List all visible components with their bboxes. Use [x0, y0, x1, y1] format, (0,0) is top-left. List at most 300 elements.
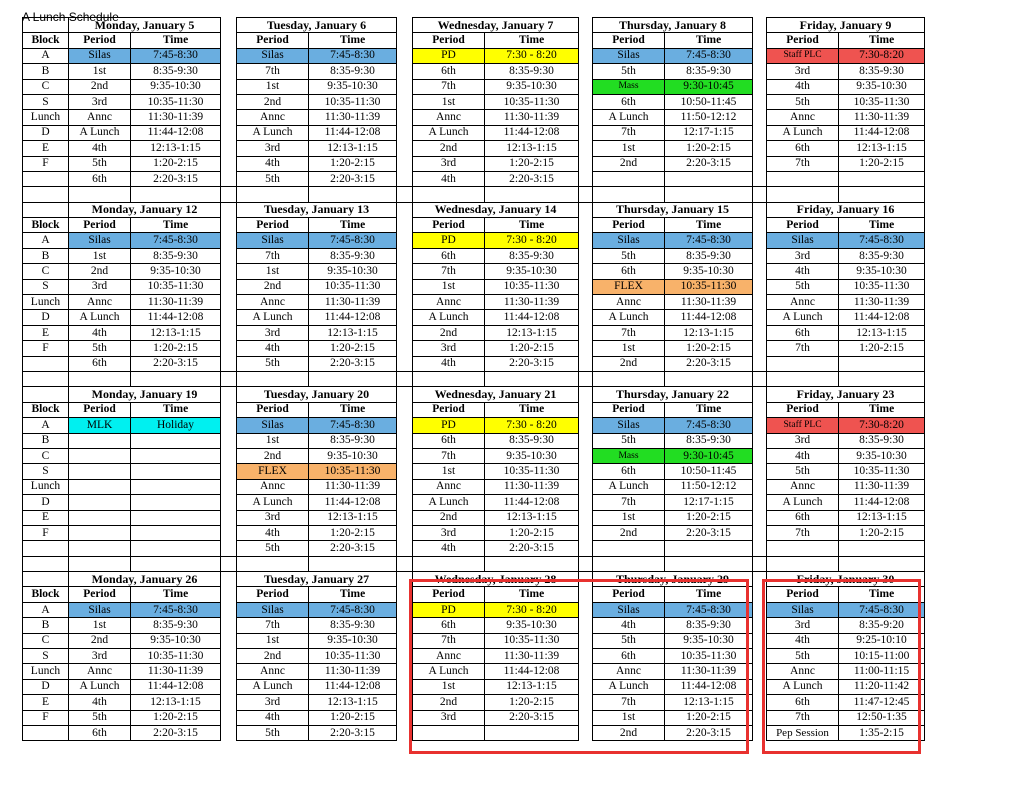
block-label: S: [23, 464, 69, 479]
period-cell: 4th: [237, 710, 309, 725]
column-gap: [221, 279, 237, 294]
column-gap: [397, 402, 413, 417]
period-cell: Annc: [593, 664, 665, 679]
empty-cell: [237, 556, 309, 571]
time-cell: 8:35-9:30: [665, 248, 753, 263]
period-cell: [593, 541, 665, 556]
period-header: Period: [413, 33, 485, 48]
period-cell: A Lunch: [767, 125, 839, 140]
period-cell: 4th: [237, 341, 309, 356]
empty-cell: [131, 371, 221, 386]
period-cell: PD: [413, 602, 485, 617]
column-gap: [579, 202, 593, 217]
period-cell: 7th: [593, 495, 665, 510]
table-row: [23, 233, 925, 248]
empty-cell: [753, 556, 767, 571]
time-cell: 11:30-11:39: [485, 110, 579, 125]
period-cell: 6th: [593, 264, 665, 279]
column-gap: [221, 218, 237, 233]
period-header: Period: [413, 402, 485, 417]
column-header-row: [23, 33, 925, 48]
period-cell: 3rd: [767, 618, 839, 633]
period-cell: 3rd: [767, 248, 839, 263]
time-cell: 2:20-3:15: [309, 356, 397, 371]
time-cell: 9:35-10:30: [839, 264, 925, 279]
block-label: B: [23, 64, 69, 79]
column-gap: [221, 418, 237, 433]
period-cell: 7th: [593, 695, 665, 710]
block-label: Lunch: [23, 295, 69, 310]
table-row: [23, 94, 925, 109]
period-cell: 2nd: [593, 156, 665, 171]
time-cell: [665, 541, 753, 556]
period-cell: Silas: [593, 418, 665, 433]
empty-cell: [131, 556, 221, 571]
block-label: D: [23, 679, 69, 694]
column-gap: [221, 141, 237, 156]
block-label: Lunch: [23, 479, 69, 494]
column-gap: [221, 479, 237, 494]
time-cell: 11:30-11:39: [309, 295, 397, 310]
time-cell: 10:35-11:30: [309, 94, 397, 109]
period-cell: A Lunch: [413, 495, 485, 510]
time-cell: 10:35-11:30: [309, 649, 397, 664]
column-gap: [579, 341, 593, 356]
column-gap: [397, 279, 413, 294]
table-row: [23, 541, 925, 556]
column-gap: [579, 110, 593, 125]
period-cell: 4th: [69, 141, 131, 156]
period-cell: 2nd: [237, 279, 309, 294]
time-cell: 2:20-3:15: [665, 725, 753, 740]
time-cell: 9:25-10:10: [839, 633, 925, 648]
time-cell: 8:35-9:30: [665, 64, 753, 79]
lunch-schedule-table: [22, 17, 925, 741]
empty-cell: [221, 371, 237, 386]
time-cell: 11:44-12:08: [665, 679, 753, 694]
day-heading: Monday, January 19: [69, 387, 221, 402]
period-cell: 1st: [593, 510, 665, 525]
time-cell: 12:13-1:15: [485, 510, 579, 525]
column-gap: [397, 33, 413, 48]
day-heading: Thursday, January 29: [593, 572, 753, 587]
block-header: Block: [23, 402, 69, 417]
column-gap: [753, 233, 767, 248]
table-row: [23, 679, 925, 694]
table-row: [23, 156, 925, 171]
time-cell: 1:20-2:15: [131, 710, 221, 725]
block-label: Lunch: [23, 664, 69, 679]
time-cell: 9:35-10:30: [665, 264, 753, 279]
time-cell: 10:50-11:45: [665, 464, 753, 479]
time-cell: 8:35-9:30: [839, 248, 925, 263]
period-cell: 3rd: [413, 341, 485, 356]
week-header-row: [23, 387, 925, 402]
time-cell: 11:44-12:08: [309, 310, 397, 325]
period-header: Period: [767, 33, 839, 48]
period-cell: 1st: [413, 279, 485, 294]
block-label: D: [23, 495, 69, 510]
column-gap: [397, 464, 413, 479]
column-gap: [221, 710, 237, 725]
period-cell: 6th: [413, 64, 485, 79]
column-gap: [753, 587, 767, 602]
day-heading: Monday, January 26: [69, 572, 221, 587]
column-gap: [397, 141, 413, 156]
column-gap: [579, 141, 593, 156]
page-title: A Lunch Schedule: [22, 10, 119, 24]
time-cell: 7:45-8:30: [665, 48, 753, 63]
period-cell: 2nd: [413, 695, 485, 710]
time-cell: 2:20-3:15: [131, 725, 221, 740]
period-cell: 5th: [767, 279, 839, 294]
empty-cell: [485, 556, 579, 571]
empty-cell: [413, 556, 485, 571]
period-cell: 6th: [767, 325, 839, 340]
block-header: Block: [23, 587, 69, 602]
column-gap: [753, 510, 767, 525]
time-cell: 7:30-8:20: [839, 418, 925, 433]
time-header: Time: [665, 587, 753, 602]
time-cell: 9:35-10:30: [309, 264, 397, 279]
empty-cell: [593, 556, 665, 571]
column-gap: [753, 541, 767, 556]
column-gap: [579, 541, 593, 556]
time-cell: 8:35-9:30: [665, 433, 753, 448]
period-cell: 1st: [593, 710, 665, 725]
period-cell: 5th: [767, 649, 839, 664]
time-header: Time: [485, 218, 579, 233]
time-cell: 11:20-11:42: [839, 679, 925, 694]
column-gap: [753, 171, 767, 186]
day-heading: Tuesday, January 27: [237, 572, 397, 587]
period-cell: Staff PLC: [767, 48, 839, 63]
period-cell: 4th: [237, 525, 309, 540]
period-cell: 6th: [593, 464, 665, 479]
period-cell: A Lunch: [593, 479, 665, 494]
time-cell: 12:13-1:15: [485, 141, 579, 156]
period-header: Period: [69, 33, 131, 48]
column-gap: [221, 679, 237, 694]
time-cell: 2:20-3:15: [485, 541, 579, 556]
time-cell: 10:50-11:45: [665, 94, 753, 109]
column-gap: [397, 264, 413, 279]
time-cell: 9:35-10:30: [485, 448, 579, 463]
time-cell: 8:35-9:30: [309, 618, 397, 633]
column-gap: [753, 433, 767, 448]
period-cell: Silas: [593, 233, 665, 248]
time-cell: 12:13-1:15: [131, 325, 221, 340]
period-cell: [69, 525, 131, 540]
time-cell: 11:30-11:39: [309, 664, 397, 679]
period-cell: 6th: [767, 695, 839, 710]
column-gap: [397, 341, 413, 356]
day-heading: Friday, January 9: [767, 18, 925, 33]
time-cell: 8:35-9:30: [839, 64, 925, 79]
time-cell: 11:44-12:08: [839, 310, 925, 325]
time-cell: [131, 495, 221, 510]
empty-cell: [23, 187, 69, 202]
column-gap: [397, 525, 413, 540]
period-cell: 7th: [413, 79, 485, 94]
column-gap: [753, 602, 767, 617]
column-gap: [397, 633, 413, 648]
column-gap: [753, 464, 767, 479]
time-cell: [839, 356, 925, 371]
column-gap: [753, 156, 767, 171]
block-label: F: [23, 710, 69, 725]
column-gap: [397, 218, 413, 233]
time-cell: 9:35-10:30: [131, 264, 221, 279]
time-cell: 10:35-11:30: [309, 464, 397, 479]
period-cell: 3rd: [237, 325, 309, 340]
block-label: A: [23, 418, 69, 433]
column-gap: [221, 64, 237, 79]
block-label: [23, 171, 69, 186]
empty-cell: [237, 371, 309, 386]
time-cell: 11:00-11:15: [839, 664, 925, 679]
time-cell: 8:35-9:30: [839, 433, 925, 448]
period-cell: 2nd: [413, 325, 485, 340]
column-gap: [579, 602, 593, 617]
column-gap: [579, 18, 593, 33]
column-gap: [579, 618, 593, 633]
column-gap: [579, 710, 593, 725]
period-cell: 2nd: [413, 510, 485, 525]
time-cell: 12:17-1:15: [665, 125, 753, 140]
empty-cell: [485, 187, 579, 202]
period-cell: Silas: [237, 48, 309, 63]
period-cell: 6th: [593, 94, 665, 109]
column-gap: [753, 18, 767, 33]
period-cell: Annc: [413, 110, 485, 125]
period-cell: 1st: [237, 79, 309, 94]
column-gap: [221, 433, 237, 448]
time-cell: 11:50-12:12: [665, 110, 753, 125]
period-cell: Annc: [767, 664, 839, 679]
empty-cell: [413, 371, 485, 386]
empty-cell: [397, 371, 413, 386]
period-cell: [69, 510, 131, 525]
period-cell: A Lunch: [593, 679, 665, 694]
time-header: Time: [839, 402, 925, 417]
time-cell: 7:45-8:30: [309, 418, 397, 433]
column-gap: [579, 725, 593, 740]
period-cell: 6th: [413, 248, 485, 263]
time-cell: [131, 479, 221, 494]
time-cell: 7:45-8:30: [839, 602, 925, 617]
column-gap: [397, 541, 413, 556]
time-cell: 10:35-11:30: [485, 279, 579, 294]
time-cell: 12:13-1:15: [485, 679, 579, 694]
period-header: Period: [237, 402, 309, 417]
table-row: [23, 110, 925, 125]
period-cell: [69, 495, 131, 510]
period-cell: 6th: [593, 649, 665, 664]
column-gap: [221, 664, 237, 679]
period-cell: 5th: [593, 433, 665, 448]
empty-cell: [413, 187, 485, 202]
time-cell: 8:35-9:30: [131, 618, 221, 633]
period-cell: 7th: [413, 448, 485, 463]
period-cell: A Lunch: [767, 310, 839, 325]
week-header-row: [23, 572, 925, 587]
period-cell: FLEX: [593, 279, 665, 294]
time-cell: 9:35-10:30: [839, 448, 925, 463]
period-cell: [593, 171, 665, 186]
table-row: [23, 710, 925, 725]
time-header: Time: [665, 402, 753, 417]
time-cell: 7:45-8:30: [131, 48, 221, 63]
column-gap: [221, 94, 237, 109]
time-cell: [839, 541, 925, 556]
time-cell: 1:35-2:15: [839, 725, 925, 740]
period-cell: 5th: [237, 541, 309, 556]
time-cell: 1:20-2:15: [131, 156, 221, 171]
empty-cell: [753, 371, 767, 386]
column-gap: [221, 18, 237, 33]
empty-cell: [579, 187, 593, 202]
day-heading: Friday, January 16: [767, 202, 925, 217]
period-cell: A Lunch: [593, 310, 665, 325]
time-cell: 11:30-11:39: [839, 479, 925, 494]
time-cell: 12:13-1:15: [309, 510, 397, 525]
period-cell: Silas: [593, 602, 665, 617]
block-label: C: [23, 448, 69, 463]
column-gap: [397, 356, 413, 371]
column-gap: [221, 725, 237, 740]
period-header: Period: [593, 587, 665, 602]
time-cell: 11:30-11:39: [665, 664, 753, 679]
column-gap: [397, 295, 413, 310]
period-cell: 3rd: [413, 525, 485, 540]
time-header: Time: [665, 33, 753, 48]
period-cell: Annc: [593, 295, 665, 310]
period-cell: Annc: [767, 295, 839, 310]
column-gap: [221, 33, 237, 48]
empty-cell: [221, 187, 237, 202]
period-cell: 7th: [767, 341, 839, 356]
time-cell: 7:45-8:30: [665, 418, 753, 433]
time-cell: 8:35-9:30: [309, 248, 397, 263]
table-row: [23, 325, 925, 340]
period-header: Period: [767, 587, 839, 602]
time-cell: 8:35-9:30: [485, 64, 579, 79]
period-cell: A Lunch: [237, 125, 309, 140]
column-gap: [221, 156, 237, 171]
column-gap: [579, 433, 593, 448]
time-cell: 12:13-1:15: [839, 510, 925, 525]
period-cell: Annc: [69, 664, 131, 679]
column-gap: [397, 649, 413, 664]
block-label: E: [23, 141, 69, 156]
separator-row: [23, 187, 925, 202]
time-cell: 12:13-1:15: [839, 325, 925, 340]
column-gap: [397, 156, 413, 171]
empty-cell: [665, 371, 753, 386]
column-gap: [579, 156, 593, 171]
time-cell: 2:20-3:15: [665, 356, 753, 371]
column-gap: [397, 587, 413, 602]
time-cell: 2:20-3:15: [665, 156, 753, 171]
period-cell: A Lunch: [69, 679, 131, 694]
period-cell: 4th: [413, 356, 485, 371]
period-cell: 6th: [69, 356, 131, 371]
time-cell: 9:35-10:30: [485, 618, 579, 633]
time-cell: 1:20-2:15: [131, 341, 221, 356]
period-header: Period: [593, 218, 665, 233]
period-cell: [69, 479, 131, 494]
empty-cell: [767, 556, 839, 571]
day-heading: Tuesday, January 13: [237, 202, 397, 217]
block-label: F: [23, 156, 69, 171]
period-cell: 6th: [69, 725, 131, 740]
time-cell: 11:44-12:08: [839, 495, 925, 510]
column-gap: [579, 572, 593, 587]
block-label: A: [23, 602, 69, 617]
column-gap: [753, 79, 767, 94]
block-label: C: [23, 633, 69, 648]
period-header: Period: [237, 218, 309, 233]
week-header-row: [23, 202, 925, 217]
time-cell: [131, 541, 221, 556]
column-gap: [397, 418, 413, 433]
time-cell: 11:44-12:08: [665, 310, 753, 325]
column-gap: [579, 479, 593, 494]
period-cell: Silas: [69, 602, 131, 617]
column-gap: [221, 125, 237, 140]
empty-cell: [237, 187, 309, 202]
block-label: S: [23, 279, 69, 294]
time-cell: 1:20-2:15: [309, 156, 397, 171]
period-cell: A Lunch: [767, 679, 839, 694]
period-cell: 5th: [69, 710, 131, 725]
empty-cell: [397, 556, 413, 571]
time-cell: [665, 171, 753, 186]
time-cell: 11:44-12:08: [485, 495, 579, 510]
column-gap: [221, 541, 237, 556]
column-gap: [579, 325, 593, 340]
block-label: D: [23, 125, 69, 140]
time-cell: [131, 525, 221, 540]
week-header-row: [23, 18, 925, 33]
time-cell: 12:13-1:15: [665, 695, 753, 710]
column-gap: [221, 233, 237, 248]
period-cell: 3rd: [69, 279, 131, 294]
block-label: F: [23, 341, 69, 356]
column-gap: [397, 233, 413, 248]
time-cell: 7:30 - 8:20: [485, 602, 579, 617]
column-gap: [221, 572, 237, 587]
period-cell: 1st: [593, 141, 665, 156]
time-cell: 10:35-11:30: [665, 279, 753, 294]
column-gap: [579, 279, 593, 294]
period-header: Period: [69, 402, 131, 417]
period-cell: [69, 541, 131, 556]
column-gap: [579, 464, 593, 479]
period-cell: [69, 433, 131, 448]
time-cell: 10:35-11:30: [309, 279, 397, 294]
block-label: E: [23, 510, 69, 525]
time-cell: 10:35-11:30: [131, 649, 221, 664]
column-gap: [221, 633, 237, 648]
day-heading: Friday, January 23: [767, 387, 925, 402]
column-gap: [753, 649, 767, 664]
column-gap: [753, 495, 767, 510]
period-cell: 7th: [413, 264, 485, 279]
block-label: E: [23, 325, 69, 340]
empty-cell: [23, 371, 69, 386]
